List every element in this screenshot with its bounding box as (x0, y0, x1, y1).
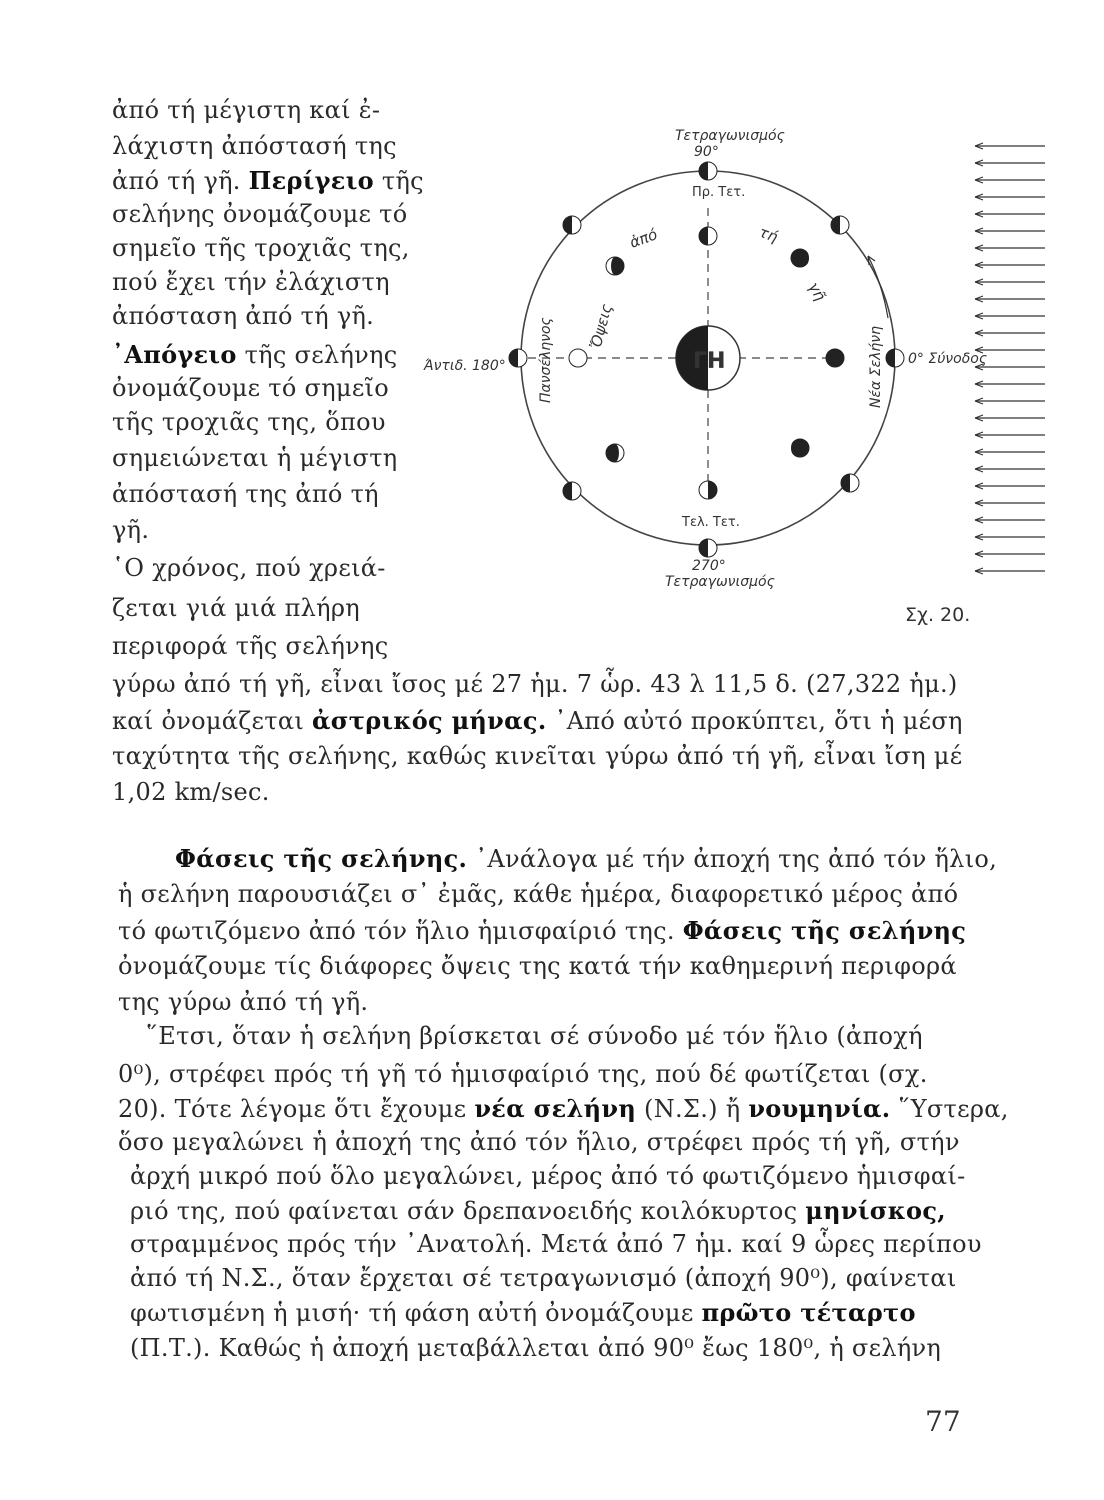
label-phases-word: Ὄψεις (586, 301, 616, 352)
phase-new-moon (826, 349, 844, 367)
label-earth-word: γῆ (804, 279, 830, 304)
body-line: ὅσο μεγαλώνει ἡ ἀποχή της ἀπό τόν ἥλιο, στρέφει πρός τή γῆ, στήν (118, 1128, 960, 1156)
phase-waning-crescent (788, 439, 809, 457)
label-the-word: τή (756, 222, 781, 247)
body-line: ὀνομάζουμε τίς διάφορες ὄψεις της κατά τήν καθημερινή περιφορά (118, 952, 957, 980)
left-line: λάχιστη ἀπόστασή της (112, 132, 397, 160)
label-new-moon: Νέα Σελήνη (868, 326, 884, 408)
body-line: ἀρχή μικρό πού ὅλο μεγαλώνει, μέρος ἀπό τό φωτιζόμενο ἡμισφαί- (130, 1162, 966, 1190)
body-line: 1,02 km/sec. (112, 778, 270, 806)
term-sidereal-month: ἀστρικός μήνας. (312, 706, 547, 735)
text-span: τό φωτιζόμενο ἀπό τόν ἥλιο ἡμισφαίριό της. (118, 917, 675, 945)
figure-caption: Σχ. 20. (905, 604, 971, 626)
page-number: 77 (925, 1405, 961, 1438)
body-line: γύρω ἀπό τή γῆ, εἶναι ἴσος μέ 27 ἡμ. 7 ὧρ. 43 λ 11,5 δ. (27,322 ἡμ.) (112, 670, 958, 698)
earth (676, 326, 740, 390)
phase-waning-gibbous (606, 444, 624, 462)
label-quadrature-bottom: Τετραγωνισμός (665, 574, 775, 590)
text-span: ᾿Από αὐτό προκύπτει, ὅτι ἡ μέση (554, 707, 963, 735)
term-first-quarter: πρῶτο τέταρτο (701, 1298, 916, 1327)
label-full-moon: Πανσέληνος (538, 317, 554, 403)
label-opposition: Άντιδ. 180° (424, 358, 506, 374)
text-span: φωτισμένη ἡ μισή· τή φάση αὐτή ὀνομάζουμε (130, 1299, 694, 1327)
moon-right (886, 349, 904, 367)
phase-waxing-gibbous (606, 257, 624, 275)
moon-top (699, 162, 717, 180)
left-line: πού ἔχει τήν ἐλάχιστη (112, 268, 390, 296)
phase-last-quarter (699, 481, 717, 499)
body-line (130, 1298, 916, 1327)
term-perigee: Περίγειο (248, 166, 374, 195)
body-line (118, 1094, 1009, 1123)
left-line: σημειώνεται ἡ μέγιστη (112, 444, 398, 472)
text-span: ἀπό τή γῆ. (112, 167, 241, 195)
left-line: τῆς τροχιᾶς της, ὅπου (112, 408, 386, 436)
left-line: γῆ. (112, 516, 150, 544)
moon-upper-left (563, 216, 581, 234)
phase-first-quarter (699, 227, 717, 245)
label-last-quarter: Τελ. Τετ. (682, 515, 740, 530)
left-line: περιφορά τῆς σελήνης (112, 632, 389, 660)
body-line (130, 1196, 946, 1225)
label-270-deg: 270° (692, 558, 726, 574)
term-apogee: ᾿Απόγειο (112, 340, 237, 369)
moon-bottom (699, 539, 717, 557)
body-line: ῞Ετσι, ὅταν ἡ σελήνη βρίσκεται σέ σύνοδο μέ τόν ἥλιο (ἀποχή (146, 1022, 923, 1050)
body-line: ἡ σελήνη παρουσιάζει σ᾿ ἐμᾶς, κάθε ἡμέρα, διαφορετικό μέρος ἀπό (118, 880, 959, 908)
text-span: καί ὀνομάζεται (112, 707, 305, 735)
term-new-moon: νέα σελήνη (474, 1094, 637, 1123)
text-span: τῆς (381, 167, 424, 195)
label-from-word: ἀπό (627, 225, 660, 252)
phase-waxing-crescent (791, 249, 812, 267)
text-span: 20). Τότε λέγομε ὅτι ἔχουμε (118, 1095, 467, 1123)
moon-left (509, 349, 527, 367)
text-span: τῆς σελήνης (244, 341, 398, 369)
moon-phases-diagram (410, 118, 1070, 598)
term-meniscus: μηνίσκος, (805, 1196, 946, 1225)
term-noumenia: νουμηνία. (748, 1094, 891, 1123)
left-line (112, 340, 397, 369)
left-line (112, 166, 424, 195)
body-line: της γύρω ἀπό τή γῆ. (118, 988, 369, 1016)
body-line: 0⁰), στρέφει πρός τή γῆ τό ἡμισφαίριό της, πού δέ φωτίζεται (σχ. (118, 1060, 928, 1088)
body-line: (Π.Τ.). Καθώς ἡ ἀποχή μεταβάλλεται ἀπό 90⁰ ἔως 180⁰, ἡ σελήνη (130, 1334, 942, 1362)
label-quadrature-top: Τετραγωνισμός (675, 128, 785, 144)
moon-upper-right (831, 216, 849, 234)
label-conjunction: 0° Σύνοδος (908, 351, 988, 367)
earth-label: ΓΗ (693, 349, 726, 374)
left-line: ἀπόσταση ἀπό τή γῆ. (112, 302, 375, 330)
text-span: ριό της, πού φαίνεται σάν δρεπανοειδής κοιλόκυρτος (130, 1197, 798, 1225)
body-line (118, 916, 966, 945)
left-line: ἀπό τή μέγιστη καί ἐ- (112, 96, 381, 124)
body-line (175, 844, 997, 873)
moon-lower-right (841, 474, 859, 492)
text-span: (Ν.Σ.) ἤ (644, 1095, 741, 1123)
text-span: ᾿Ανάλογα μέ τήν ἀποχή της ἀπό τόν ἥλιο, (475, 845, 998, 873)
left-line: ῾Ο χρόνος, πού χρειά- (112, 554, 386, 582)
heading-moon-phases: Φάσεις τῆς σελήνης. (175, 844, 468, 873)
text-span: ῞Υστερα, (898, 1095, 1009, 1123)
body-line (112, 706, 963, 735)
left-line: ἀπόστασή της ἀπό τή (112, 480, 379, 508)
label-90-deg: 90° (694, 144, 719, 160)
body-line: ἀπό τή Ν.Σ., ὅταν ἔρχεται σέ τετραγωνισμό (ἀποχή 90⁰), φαίνεται (130, 1264, 957, 1292)
phase-full-moon (569, 349, 587, 367)
body-line: στραμμένος πρός τήν ᾿Ανατολή. Μετά ἀπό 7 ἡμ. καί 9 ὧρες περίπου (130, 1230, 982, 1258)
term-moon-phases: Φάσεις τῆς σελήνης (682, 916, 967, 945)
moon-lower-left (563, 482, 581, 500)
left-line: σημεῖο τῆς τροχιᾶς της, (112, 234, 410, 262)
label-first-quarter: Πρ. Τετ. (692, 185, 746, 200)
left-line: ὀνομάζουμε τό σημεῖο (112, 374, 390, 402)
body-line: ταχύτητα τῆς σελήνης, καθώς κινεῖται γύρω ἀπό τή γῆ, εἶναι ἴση μέ (112, 742, 963, 770)
left-line: ζεται γιά μιά πλήρη (112, 594, 360, 622)
left-line: σελήνης ὀνομάζουμε τό (112, 200, 408, 228)
